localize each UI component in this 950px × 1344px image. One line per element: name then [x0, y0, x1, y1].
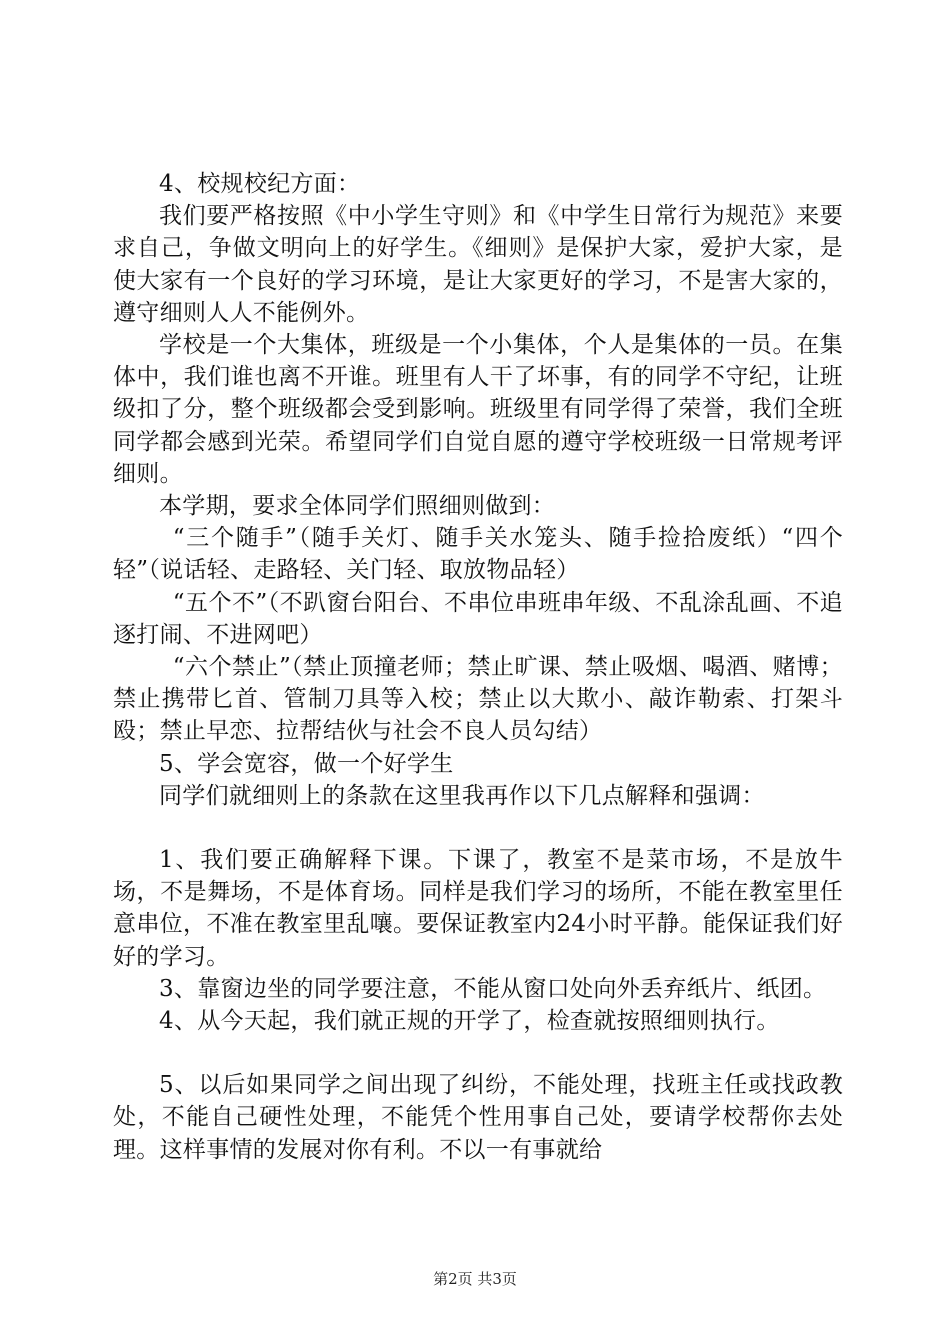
- paragraph-tolerance-heading: 5、学会宽容，做一个好学生: [159, 750, 454, 777]
- paragraph-point-3: 3、靠窗边坐的同学要注意，不能从窗口处向外丢弃纸片、纸团。: [159, 975, 827, 1002]
- document-body: [113, 168, 843, 1166]
- paragraph-six-prohibitions: “六个禁止”（禁止顶撞老师；禁止旷课、禁止吸烟、喝酒、赌博；禁止携带匕首、管制刀具等入校；禁止以大欺小、敲诈勒索、打架斗殴；禁止早恋、拉帮结伙与社会不良人员勾结）: [113, 654, 843, 745]
- blank-line: [113, 1037, 843, 1069]
- paragraph-point-1: 1、我们要正确解释下课。下课了，教室不是菜市场，不是放牛场，不是舞场，不是体育场。同样是我们学习的场所，不能在教室里任意串位，不准在教室里乱嚷。要保证教室内24小时平静。能保证我们好好的学习。: [113, 847, 843, 970]
- paragraph-semester-requirements: 本学期，要求全体同学们照细则做到：: [159, 493, 556, 520]
- blank-line: [113, 812, 843, 844]
- paragraph-school-rules-heading: 4、校规校纪方面：: [159, 171, 361, 197]
- page-footer: 第2页 共3页: [433, 1270, 517, 1288]
- paragraph-point-4: 4、从今天起，我们就正规的开学了，检查就按照细则执行。: [159, 1008, 780, 1035]
- paragraph-code-of-conduct: 我们要严格按照《中小学生守则》和《中学生日常行为规范》来要求自己，争做文明向上的好学生。《细则》是保护大家，爱护大家，是使大家有一个良好的学习环境，是让大家更好的学习，不是害大家的，遵守细则人人不能例外。: [113, 203, 843, 326]
- paragraph-collective: 学校是一个大集体，班级是一个小集体，个人是集体的一员。在集体中，我们谁也离不开谁。班里有人干了坏事，有的同学不守纪，让班级扣了分，整个班级都会受到影响。班级里有同学得了荣誉，我们全班同学都会感到光荣。希望同学们自觉自愿的遵守学校班级一日常规考评细则。: [113, 332, 843, 487]
- paragraph-three-handy-four-light: “三个随手”（随手关灯、随手关水笼头、随手捡拾废纸）“四个轻”（说话轻、走路轻、关门轻、取放物品轻）: [113, 525, 843, 584]
- paragraph-five-nots: “五个不”（不趴窗台阳台、不串位串班串年级、不乱涂乱画、不追逐打闹、不进网吧）: [113, 589, 843, 648]
- paragraph-point-5: 5、以后如果同学之间出现了纠纷，不能处理，找班主任或找政教处，不能自己硬性处理，不能凭个性用事自己处，要请学校帮你去处理。这样事情的发展对你有利。不以一有事就给: [113, 1072, 843, 1163]
- paragraph-explanations-intro: 同学们就细则上的条款在这里我再作以下几点解释和强调：: [159, 782, 765, 809]
